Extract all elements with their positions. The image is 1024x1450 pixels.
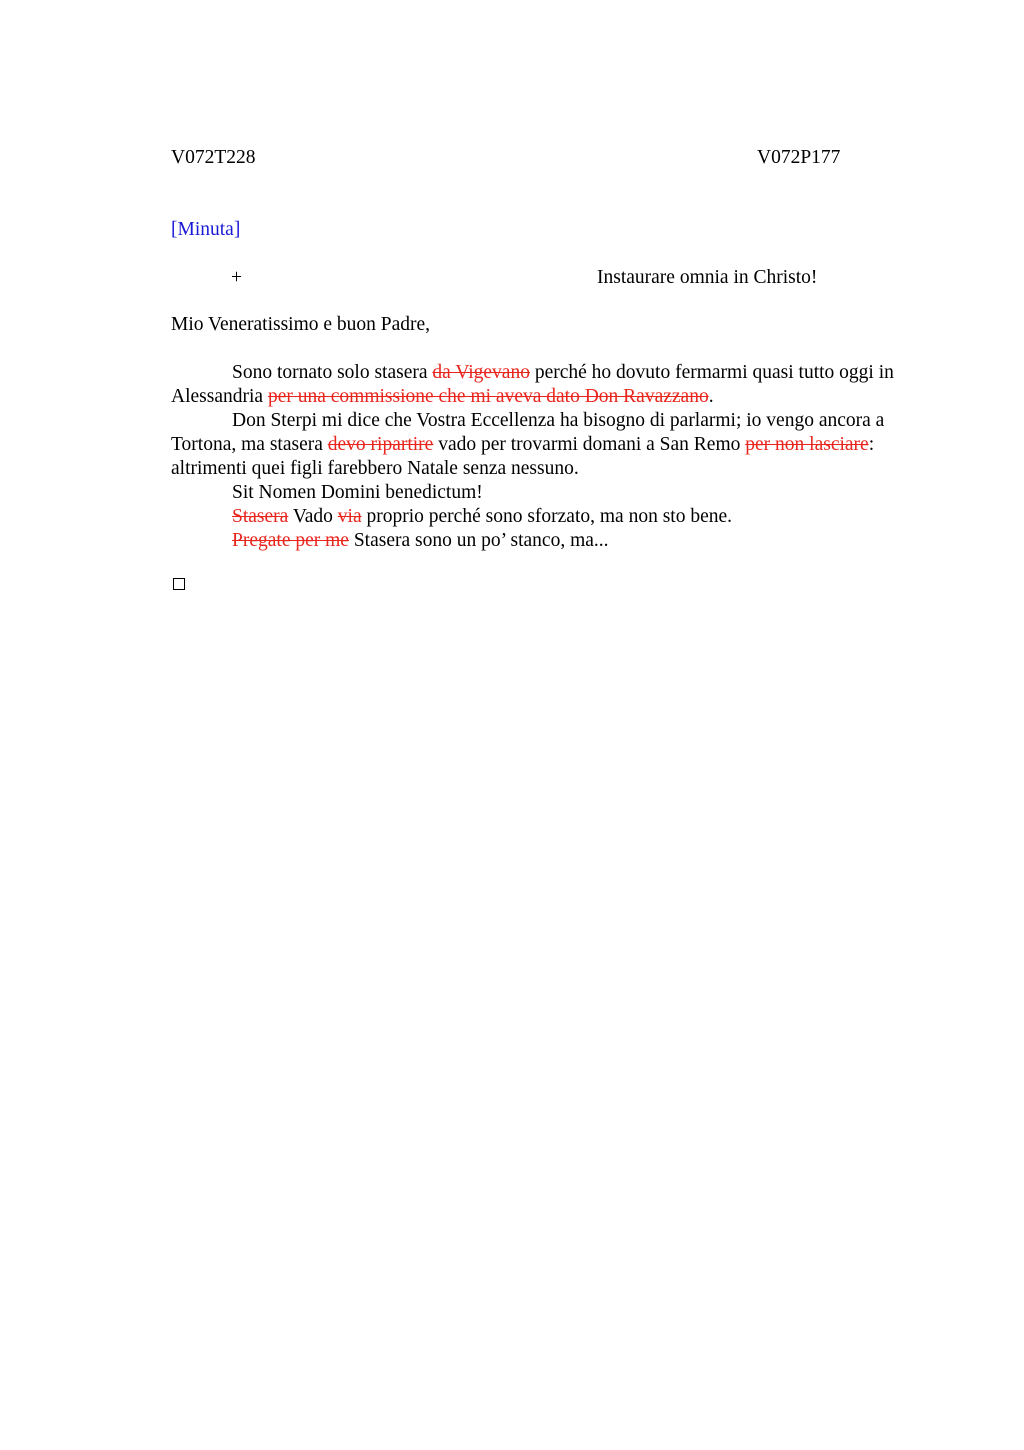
text-run: Don Sterpi mi dice che Vostra Eccellenza ha bisogno di parlarmi; io vengo ancora a Tortona, ma stasera (171, 410, 885, 455)
deleted-text: per non lasciare (745, 434, 869, 455)
paragraph-1 (171, 361, 931, 409)
deleted-text: devo ripartire (327, 434, 434, 455)
salutation: Mio Veneratissimo e buon Padre, (171, 314, 431, 335)
text-run: Stasera sono un po’ stanco, ma... (348, 530, 609, 551)
paragraph-5 (171, 529, 931, 553)
document-code-right: V072P177 (757, 147, 841, 168)
text-run: Vado (288, 506, 338, 527)
cross-symbol: + (231, 267, 242, 288)
paragraph-4 (171, 505, 931, 529)
text-run: perché ho dovuto fermarmi quasi tutto oggi in Alessandria (171, 362, 894, 407)
deleted-text: via (337, 506, 362, 527)
text-run: vado per trovarmi domani a San Remo (433, 434, 746, 455)
text-run: . (708, 386, 714, 407)
motto: Instaurare omnia in Christo! (597, 267, 818, 288)
text-run: Sit Nomen Domini benedictum! (232, 482, 483, 503)
deleted-text: da Vigevano (432, 362, 530, 383)
deleted-text: Stasera (232, 506, 289, 527)
text-run: proprio perché sono sforzato, ma non sto bene. (361, 506, 733, 527)
text-run: Sono tornato solo stasera (232, 362, 433, 383)
paragraph-2 (171, 409, 931, 481)
deleted-text: per una commissione che mi aveva dato Don Ravazzano (267, 386, 709, 407)
document-code-left: V072T228 (171, 147, 256, 168)
checkbox-square-icon (173, 578, 185, 590)
paragraph-3 (171, 481, 931, 505)
text-run: : altrimenti quei figli farebbero Natale senza nessuno. (171, 434, 875, 479)
deleted-text: Pregate per me (232, 530, 349, 551)
minuta-label: [Minuta] (171, 219, 241, 240)
letter-body (171, 361, 931, 553)
